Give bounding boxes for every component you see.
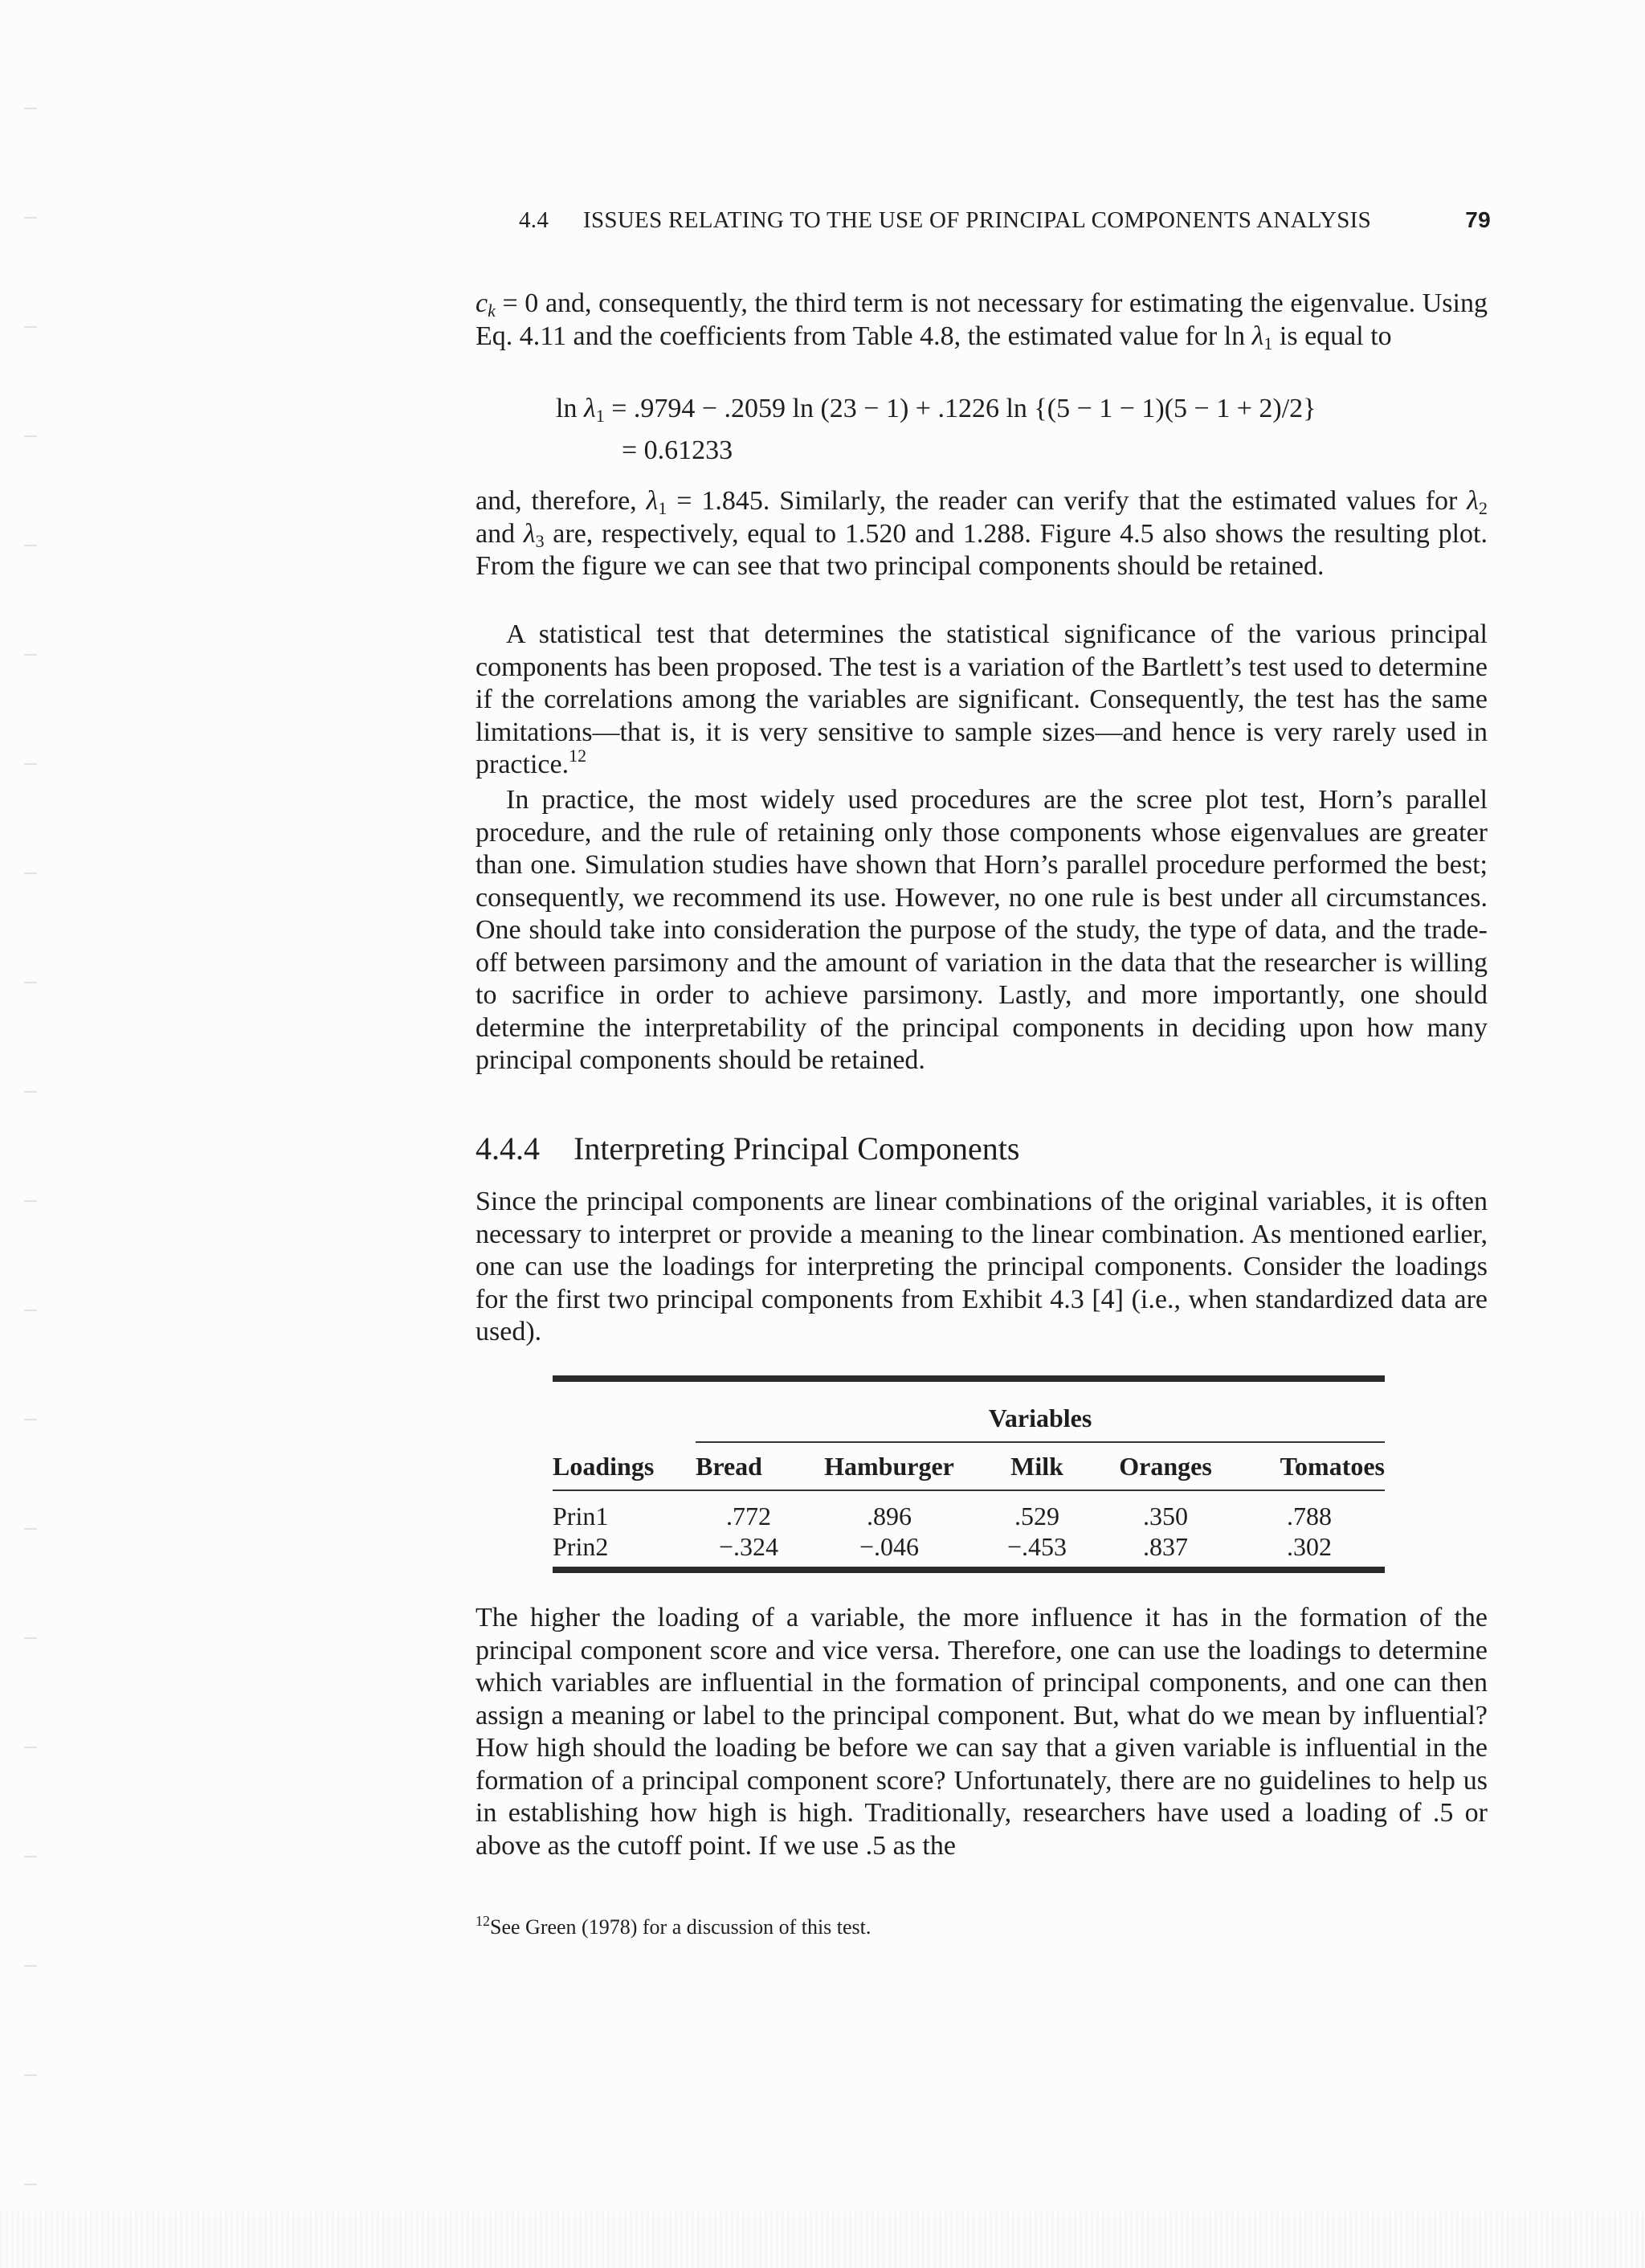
equation-line-1 xyxy=(556,394,1316,424)
spanner-blank xyxy=(553,1382,696,1441)
header-title: ISSUES RELATING TO THE USE OF PRINCIPAL COMPONENTS ANALYSIS xyxy=(583,207,1372,233)
column-header-milk: Milk xyxy=(1010,1451,1063,1481)
section-title: Interpreting Principal Components xyxy=(574,1130,1020,1167)
lambda-1-symbol: λ xyxy=(646,486,659,516)
column-header-loadings: Loadings xyxy=(553,1451,655,1481)
table-header-row xyxy=(553,1443,1385,1490)
table-cell: .529 xyxy=(1014,1501,1059,1530)
lambda-3-symbol: λ xyxy=(523,518,536,549)
scan-noise xyxy=(0,2212,1645,2268)
estimates-text-3: and xyxy=(476,518,524,549)
equation-lhs: ln xyxy=(556,394,584,423)
table-cell: −.046 xyxy=(859,1531,920,1561)
table-cell: .837 xyxy=(1143,1531,1188,1561)
paragraph-ck xyxy=(476,288,1488,353)
equation-lambda: λ xyxy=(583,394,596,423)
lambda-1-subscript: 1 xyxy=(658,498,667,518)
variables-spanner: Variables xyxy=(988,1403,1092,1432)
estimates-text-2: = 1.845. Similarly, the reader can verify that the estimated values for xyxy=(667,486,1467,516)
page-number: 79 xyxy=(1465,207,1491,232)
column-header-bread: Bread xyxy=(696,1451,762,1481)
header-section-number: 4.4 xyxy=(519,207,549,233)
lambda-3-subscript: 3 xyxy=(535,530,545,551)
footnote-mark: 12 xyxy=(476,1913,490,1929)
table-row xyxy=(553,1501,1385,1531)
lambda-subscript: 1 xyxy=(1263,333,1273,353)
paragraph-loadings: The higher the loading of a variable, the more influence it has in the formation of the principal component score and vice versa. Therefore, one can use the loadings to determine which variables are influential in the formation of principal components, and one can then assign a meaning or label to the principal component. But, what do we mean by influential? How high should the loading be before we can say that a given variable is influential in the formation of a principal component score? Unfortunately, there are no guidelines to help us in establishing how high is high. Traditionally, researchers have used a loading of .5 or above as the cutoff point. If we use .5 as the xyxy=(476,1603,1488,1861)
section-number: 4.4.4 xyxy=(476,1130,540,1167)
loadings-grid xyxy=(553,1382,1385,1562)
ck-subscript: k xyxy=(488,300,496,321)
lambda-symbol: λ xyxy=(1251,321,1264,351)
loadings-table xyxy=(553,1375,1385,1573)
table-cell: .896 xyxy=(867,1501,912,1530)
table-cell: .772 xyxy=(726,1501,771,1530)
footnote-text: See Green (1978) for a discussion of this test. xyxy=(490,1915,871,1939)
paragraph-ck-text-1: = 0 and, consequently, the third term is not necessary for estimating the eigenvalue. Using Eq. 4.11 and the coefficients from Table 4.8, the estimated value for ln xyxy=(476,288,1488,351)
equation-rhs: = .9794 − .2059 ln (23 − 1) + .1226 ln {(5 − 1 − 1)(5 − 1 + 2)/2} xyxy=(604,394,1316,423)
header-rule-cell xyxy=(553,1490,1385,1501)
ck-symbol: c xyxy=(476,288,488,318)
table-cell: .350 xyxy=(1143,1501,1188,1530)
header-rule xyxy=(553,1490,1385,1491)
section-heading xyxy=(476,1130,1019,1167)
column-header-tomatoes: Tomatoes xyxy=(1280,1451,1385,1481)
row-label: Prin2 xyxy=(553,1531,609,1561)
table-cell: −.453 xyxy=(1006,1531,1067,1561)
binding-gutter xyxy=(24,0,37,2268)
paragraph-ck-text-2: is equal to xyxy=(1272,321,1392,351)
estimates-text-4: are, respectively, equal to 1.520 and 1.288. Figure 4.5 also shows the resulting plot. From the figure we can see that two principal components should be retained. xyxy=(476,518,1488,581)
lambda-2-subscript: 2 xyxy=(1479,498,1488,518)
table-bottom-rule xyxy=(553,1567,1385,1573)
table-cell: −.324 xyxy=(718,1531,779,1561)
paragraph-in-practice: In practice, the most widely used procedures are the scree plot test, Horn’s parallel procedure, and the rule of retaining only those components whose eigenvalues are greater than one. Simulation studies have shown that Horn’s parallel procedure performed the best; consequently, we recommend its use. However, no one rule is best under all circumstances. One should take into consideration the purpose of the study, the type of data, and the trade-off between parsimony and the amount of variation in the data that the researcher is willing to sacrifice in order to achieve parsimony. Lastly, and more importantly, one should determine the interpretability of the principal components in deciding upon how many principal components should be retained. xyxy=(476,785,1488,1075)
table-row xyxy=(553,1531,1385,1562)
equation-line-2: = 0.61233 xyxy=(622,435,733,465)
row-label: Prin1 xyxy=(553,1501,609,1530)
table-cell: .302 xyxy=(1287,1531,1332,1561)
footnote-reference: 12 xyxy=(569,746,587,766)
column-header-oranges: Oranges xyxy=(1119,1451,1212,1481)
estimates-text-1: and, therefore, xyxy=(476,486,647,516)
paragraph-statistical-test xyxy=(476,619,1488,782)
paragraph-interpreting: Since the principal components are linear combinations of the original variables, it is often necessary to interpret or provide a meaning to the linear combination. As mentioned earlier, one can use the loadings for interpreting the principal components. Consider the loadings for the first two principal components from Exhibit 4.3 [4] (i.e., when standardized data are used). xyxy=(476,1187,1488,1346)
statistical-test-text: A statistical test that determines the statistical significance of the various principal components has been proposed. The test is a variation of the Bartlett’s test used to determine if the correlations among the variables are significant. Consequently, the test has the same limitations—that is, it is very sensitive to sample sizes—and hence is very rarely used in practice. xyxy=(476,619,1488,779)
table-top-rule xyxy=(553,1375,1385,1382)
column-header-hamburger: Hamburger xyxy=(824,1451,954,1481)
equation-subscript: 1 xyxy=(595,406,605,426)
table-cell: .788 xyxy=(1287,1501,1332,1530)
footnote xyxy=(476,1915,871,1939)
lambda-2-symbol: λ xyxy=(1467,486,1479,516)
paragraph-estimates xyxy=(476,485,1488,583)
running-head xyxy=(519,207,1491,239)
